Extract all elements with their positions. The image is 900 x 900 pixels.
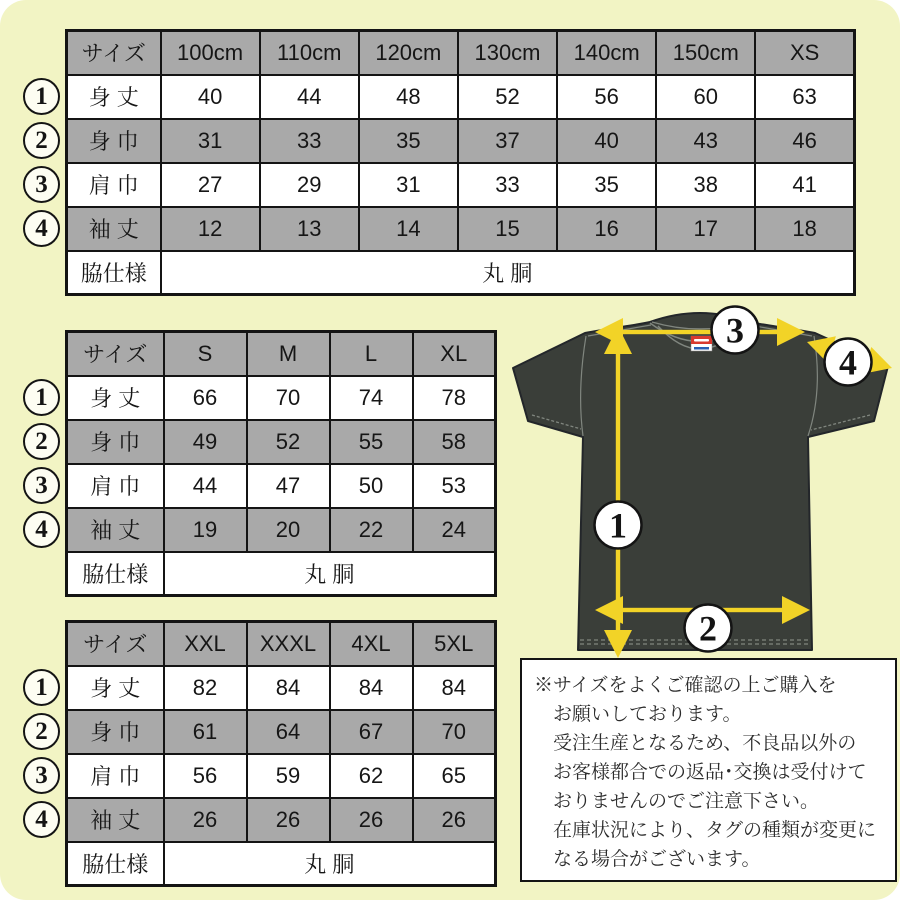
size-value-cell: 74	[330, 376, 413, 420]
notice-line: 受注生産となるため、不良品以外の	[553, 733, 857, 754]
notice-line: なる場合がございます。	[553, 849, 761, 870]
size-column-header: S	[164, 332, 247, 376]
size-column-header: 120cm	[359, 31, 458, 75]
size-value-cell: 26	[247, 798, 330, 842]
size-value-cell: 82	[164, 666, 247, 710]
size-value-cell: 44	[260, 75, 359, 119]
measurement-row	[67, 666, 496, 710]
size-value-cell: 19	[164, 508, 247, 552]
diagram-marker-3	[712, 307, 759, 354]
tshirt-measurement-diagram	[500, 296, 900, 664]
size-value-cell: 50	[330, 464, 413, 508]
measurement-row	[67, 508, 496, 552]
measurement-row	[67, 798, 496, 842]
side-spec-label: 脇仕様	[67, 552, 164, 596]
row-label-cell: 身 丈	[67, 75, 161, 119]
row-label-cell: 肩 巾	[67, 464, 164, 508]
size-value-cell: 56	[557, 75, 656, 119]
diagram-marker-1	[595, 502, 642, 549]
size-column-header: XXXL	[247, 622, 330, 666]
side-spec-label: 脇仕様	[67, 251, 161, 295]
size-column-header: M	[247, 332, 330, 376]
size-value-cell: 84	[330, 666, 413, 710]
row-marker-circle: 3	[23, 757, 60, 794]
size-value-cell: 70	[413, 710, 496, 754]
size-value-cell: 47	[247, 464, 330, 508]
size-column-header: 110cm	[260, 31, 359, 75]
size-column-header: 130cm	[458, 31, 557, 75]
size-value-cell: 41	[755, 163, 854, 207]
size-value-cell: 13	[260, 207, 359, 251]
side-spec-value: 丸 胴	[164, 552, 496, 596]
size-header-label: サイズ	[67, 332, 164, 376]
row-marker-circle: 4	[23, 511, 60, 548]
size-column-header: XXL	[164, 622, 247, 666]
measurement-row	[67, 464, 496, 508]
size-column-header: 100cm	[161, 31, 260, 75]
size-value-cell: 12	[161, 207, 260, 251]
row-marker-circle: 1	[23, 669, 60, 706]
size-value-cell: 15	[458, 207, 557, 251]
measurement-row	[67, 163, 855, 207]
tshirt-diagram-svg	[500, 296, 900, 664]
size-value-cell: 70	[247, 376, 330, 420]
size-value-cell: 61	[164, 710, 247, 754]
size-value-cell: 60	[656, 75, 755, 119]
size-value-cell: 37	[458, 119, 557, 163]
size-value-cell: 26	[413, 798, 496, 842]
size-value-cell: 62	[330, 754, 413, 798]
row-marker-circle: 3	[23, 166, 60, 203]
size-column-header: XS	[755, 31, 854, 75]
side-spec-label: 脇仕様	[67, 842, 164, 886]
row-label-cell: 身 丈	[67, 376, 164, 420]
size-value-cell: 22	[330, 508, 413, 552]
size-column-header: L	[330, 332, 413, 376]
size-column-header: 5XL	[413, 622, 496, 666]
row-label-cell: 身 巾	[67, 119, 161, 163]
measurement-row	[67, 207, 855, 251]
size-value-cell: 48	[359, 75, 458, 119]
measurement-row	[67, 376, 496, 420]
size-value-cell: 14	[359, 207, 458, 251]
size-value-cell: 20	[247, 508, 330, 552]
size-table-kids-xs	[23, 29, 857, 296]
notice-line: 在庫状況により、タグの種類が変更に	[553, 820, 877, 841]
measurement-row	[67, 420, 496, 464]
size-value-cell: 26	[164, 798, 247, 842]
svg-text:1: 1	[609, 505, 627, 546]
diagram-marker-2	[685, 605, 732, 652]
size-value-cell: 78	[413, 376, 496, 420]
size-column-header: 4XL	[330, 622, 413, 666]
row-marker-circle: 1	[23, 379, 60, 416]
row-label-cell: 袖 丈	[67, 798, 164, 842]
size-value-cell: 84	[413, 666, 496, 710]
row-label-cell: 身 巾	[67, 420, 164, 464]
purchase-notice-box	[520, 658, 897, 882]
row-label-cell: 身 巾	[67, 710, 164, 754]
size-value-cell: 58	[413, 420, 496, 464]
size-table-xxl-5xl	[23, 620, 498, 887]
size-value-cell: 35	[359, 119, 458, 163]
size-value-cell: 16	[557, 207, 656, 251]
size-value-cell: 55	[330, 420, 413, 464]
size-value-cell: 53	[413, 464, 496, 508]
size-column-header: 150cm	[656, 31, 755, 75]
size-value-cell: 27	[161, 163, 260, 207]
size-value-cell: 65	[413, 754, 496, 798]
size-value-cell: 33	[458, 163, 557, 207]
size-value-cell: 84	[247, 666, 330, 710]
size-column-header: 140cm	[557, 31, 656, 75]
size-value-cell: 35	[557, 163, 656, 207]
size-value-cell: 63	[755, 75, 854, 119]
size-value-cell: 24	[413, 508, 496, 552]
size-table	[65, 29, 856, 296]
svg-text:2: 2	[699, 608, 717, 649]
row-label-cell: 肩 巾	[67, 754, 164, 798]
size-value-cell: 38	[656, 163, 755, 207]
size-value-cell: 44	[164, 464, 247, 508]
size-value-cell: 40	[557, 119, 656, 163]
row-marker-circle: 4	[23, 210, 60, 247]
size-table-s-xl	[23, 330, 498, 597]
side-spec-row	[67, 842, 496, 886]
size-value-cell: 33	[260, 119, 359, 163]
side-spec-value: 丸 胴	[164, 842, 496, 886]
size-value-cell: 17	[656, 207, 755, 251]
size-value-cell: 52	[458, 75, 557, 119]
side-spec-row	[67, 552, 496, 596]
measurement-row	[67, 710, 496, 754]
size-value-cell: 66	[164, 376, 247, 420]
row-label-cell: 肩 巾	[67, 163, 161, 207]
size-value-cell: 31	[359, 163, 458, 207]
measurement-row	[67, 119, 855, 163]
notice-line: おりませんのでご注意下さい。	[553, 791, 820, 812]
row-marker-circle: 3	[23, 467, 60, 504]
row-label-cell: 袖 丈	[67, 508, 164, 552]
size-header-label: サイズ	[67, 622, 164, 666]
diagram-marker-4	[825, 339, 872, 386]
brand-tag-icon	[691, 336, 712, 351]
row-marker-circle: 4	[23, 801, 60, 838]
size-value-cell: 52	[247, 420, 330, 464]
size-value-cell: 43	[656, 119, 755, 163]
row-marker-circle: 1	[23, 78, 60, 115]
size-value-cell: 59	[247, 754, 330, 798]
row-marker-circle: 2	[23, 713, 60, 750]
row-label-cell: 袖 丈	[67, 207, 161, 251]
measurement-row	[67, 754, 496, 798]
side-spec-row	[67, 251, 855, 295]
notice-line: お願いしております。	[553, 704, 742, 725]
svg-text:3: 3	[726, 310, 744, 351]
size-value-cell: 26	[330, 798, 413, 842]
size-value-cell: 67	[330, 710, 413, 754]
size-value-cell: 64	[247, 710, 330, 754]
size-value-cell: 49	[164, 420, 247, 464]
notice-line: お客様都合での返品･交換は受付けて	[553, 762, 867, 783]
row-label-cell: 身 丈	[67, 666, 164, 710]
row-marker-circle: 2	[23, 122, 60, 159]
notice-line: ※サイズをよくご確認の上ご購入を	[534, 675, 837, 696]
side-spec-value: 丸 胴	[161, 251, 855, 295]
row-marker-circle: 2	[23, 423, 60, 460]
size-value-cell: 29	[260, 163, 359, 207]
size-value-cell: 40	[161, 75, 260, 119]
size-value-cell: 56	[164, 754, 247, 798]
size-value-cell: 31	[161, 119, 260, 163]
size-value-cell: 46	[755, 119, 854, 163]
measurement-row	[67, 75, 855, 119]
size-header-label: サイズ	[67, 31, 161, 75]
size-table	[65, 620, 497, 887]
svg-text:4: 4	[839, 342, 857, 383]
size-table	[65, 330, 497, 597]
size-column-header: XL	[413, 332, 496, 376]
size-value-cell: 18	[755, 207, 854, 251]
